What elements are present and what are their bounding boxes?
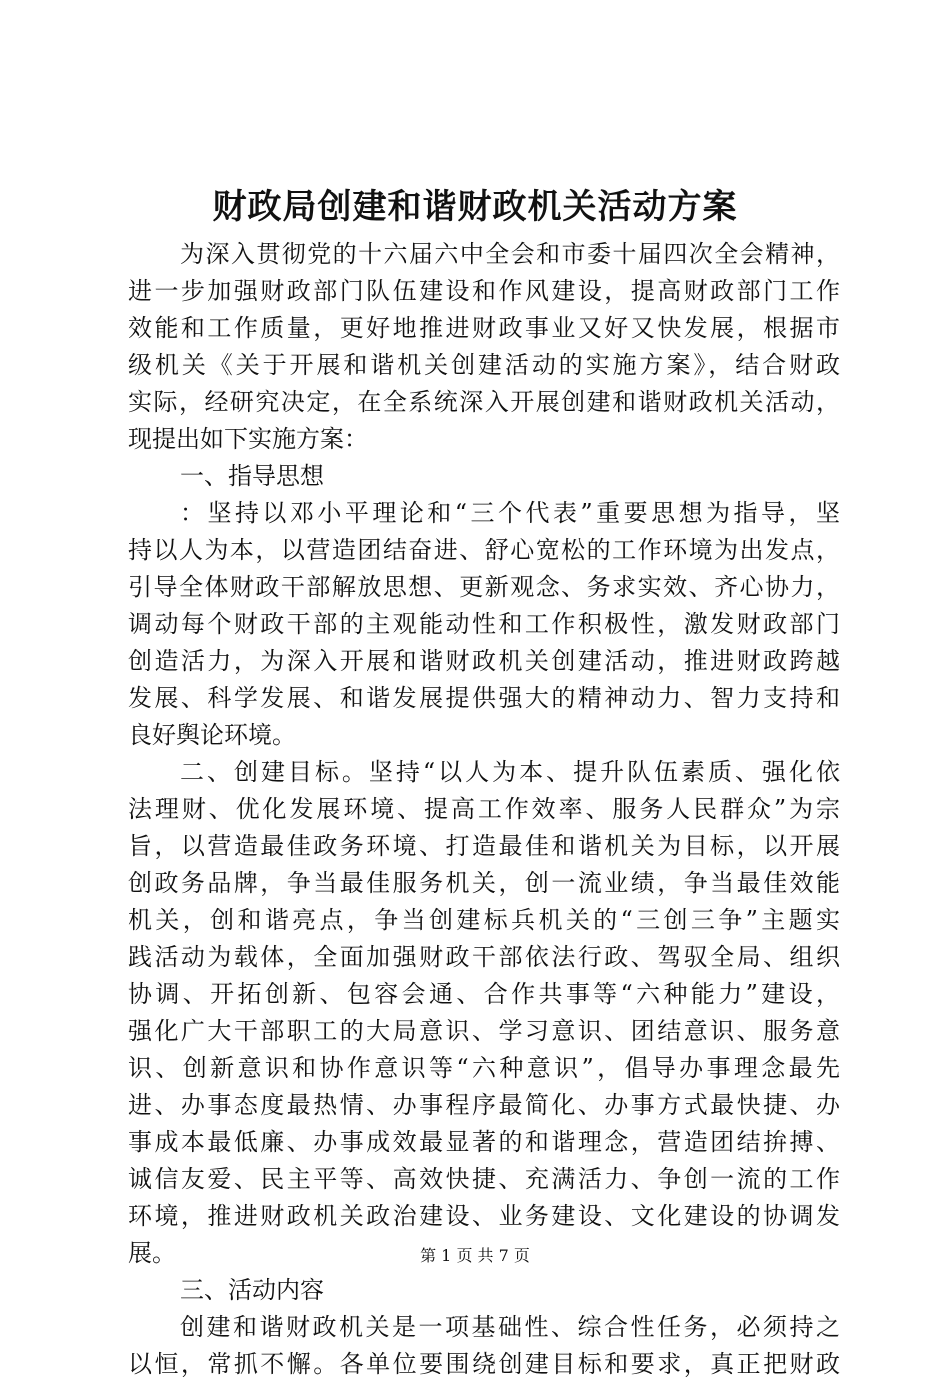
text-line: 识、创新意识和协作意识等“六种意识”，倡导办事理念最先 xyxy=(128,1054,840,1082)
page-footer: 第 1 页 共 7 页 xyxy=(420,1246,530,1265)
text-line: 进、办事态度最热情、办事程序最简化、办事方式最快捷、办 xyxy=(128,1091,840,1119)
text-line: 级机关《关于开展和谐机关创建活动的实施方案》，结合财政 xyxy=(128,351,840,379)
text-line: 机关，创和谐亮点，争当创建标兵机关的“三创三争”主题实 xyxy=(128,906,840,934)
text-line: 进一步加强财政部门队伍建设和作风建设，提高财政部门工作 xyxy=(128,277,840,305)
text-line: 环境，推进财政机关政治建设、业务建设、文化建设的协调发 xyxy=(128,1202,840,1230)
text-line: 二、创建目标。坚持“以人为本、提升队伍素质、强化依 xyxy=(180,758,840,786)
text-line: 创政务品牌，争当最佳服务机关，创一流业绩，争当最佳效能 xyxy=(128,869,840,897)
text-line: 良好舆论环境。 xyxy=(128,721,296,749)
text-line: 践活动为载体，全面加强财政干部依法行政、驾驭全局、组织 xyxy=(128,943,840,971)
text-line: 事成本最低廉、办事成效最显著的和谐理念，营造团结拚搏、 xyxy=(128,1128,840,1156)
text-line: 持以人为本，以营造团结奋进、舒心宽松的工作环境为出发点， xyxy=(128,536,840,564)
text-line: 创建和谐财政机关是一项基础性、综合性任务，必须持之 xyxy=(180,1313,840,1341)
text-line: 以恒，常抓不懈。各单位要围绕创建目标和要求，真正把财政 xyxy=(128,1350,840,1378)
text-line: 强化广大干部职工的大局意识、学习意识、团结意识、服务意 xyxy=(128,1017,840,1045)
text-line: 实际，经研究决定，在全系统深入开展创建和谐财政机关活动， xyxy=(128,388,840,416)
text-line: 旨，以营造最佳政务环境、打造最佳和谐机关为目标，以开展 xyxy=(128,832,840,860)
text-line: 法理财、优化发展环境、提高工作效率、服务人民群众”为宗 xyxy=(128,795,840,823)
text-line: 为深入贯彻党的十六届六中全会和市委十届四次全会精神， xyxy=(180,240,840,268)
document-title: 财政局创建和谐财政机关活动方案 xyxy=(212,187,738,227)
text-line: 发展、科学发展、和谐发展提供强大的精神动力、智力支持和 xyxy=(128,684,840,712)
text-line: 协调、开拓创新、包容会通、合作共事等“六种能力”建设， xyxy=(128,980,840,1008)
text-line: 诚信友爱、民主平等、高效快捷、充满活力、争创一流的工作 xyxy=(128,1165,840,1193)
text-line: ：坚持以邓小平理论和“三个代表”重要思想为指导，坚 xyxy=(180,499,840,527)
text-line: 调动每个财政干部的主观能动性和工作积极性，激发财政部门 xyxy=(128,610,840,638)
text-line: 效能和工作质量，更好地推进财政事业又好又快发展，根据市 xyxy=(128,314,840,342)
text-line: 引导全体财政干部解放思想、更新观念、务求实效、齐心协力， xyxy=(128,573,840,601)
text-line: 三、活动内容 xyxy=(180,1276,324,1304)
text-line: 创造活力，为深入开展和谐财政机关创建活动，推进财政跨越 xyxy=(128,647,840,675)
text-line: 展。 xyxy=(128,1239,176,1267)
document-body xyxy=(128,236,840,1383)
text-line: 现提出如下实施方案： xyxy=(128,425,368,453)
text-line: 一、指导思想 xyxy=(180,462,324,490)
